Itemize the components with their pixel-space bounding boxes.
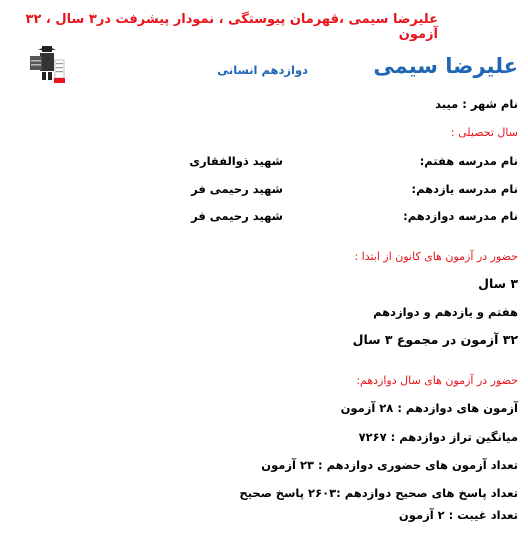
exams-12: آزمون های دوازدهم : ۲۸ آزمون [340, 401, 518, 415]
correct-answers-12: تعداد پاسخ های صحیح دوازدهم :۲۶۰۳ پاسخ صحیح [239, 486, 518, 500]
attendance-years: ۳ سال [478, 276, 518, 291]
attendance-12-heading: حضور در آزمون های سال دوازدهم: [356, 374, 518, 387]
school-12-value: شهید رحیمی فر [191, 209, 283, 223]
absences: تعداد غیبت : ۲ آزمون [398, 508, 518, 522]
attendance-exams: ۳۲ آزمون در مجموع ۳ سال [352, 332, 518, 347]
student-name: علیرضا سیمی [373, 54, 518, 78]
school-7-value: شهید ذوالفقاری [189, 154, 283, 168]
attendance-grades: هفتم و یازدهم و دوازدهم [373, 305, 518, 319]
school-11-label: نام مدرسه یازدهم: [411, 182, 518, 196]
average-score-12: میانگین تراز دوازدهم : ۷۲۶۷ [358, 430, 518, 444]
school-11-value: شهید رحیمی فر [191, 182, 283, 196]
education-heading: سال تحصیلی : [450, 126, 518, 139]
school-7-label: نام مدرسه هفتم: [419, 154, 518, 168]
kanoon-logo-icon [28, 42, 66, 86]
city: نام شهر : میبد [435, 97, 518, 111]
attendance-total-heading: حضور در آزمون های کانون از ابتدا : [354, 250, 518, 263]
headline: علیرضا سیمی ،قهرمان پیوستگی ، نمودار پیشرفت در۳ سال ، ۳۲ آزمون [25, 12, 438, 42]
grade-label: دوازدهم انسانی [217, 63, 308, 77]
school-12-label: نام مدرسه دوازدهم: [403, 209, 518, 223]
in-person-exams-12: تعداد آزمون های حضوری دوازدهم : ۲۳ آزمون [261, 458, 518, 472]
